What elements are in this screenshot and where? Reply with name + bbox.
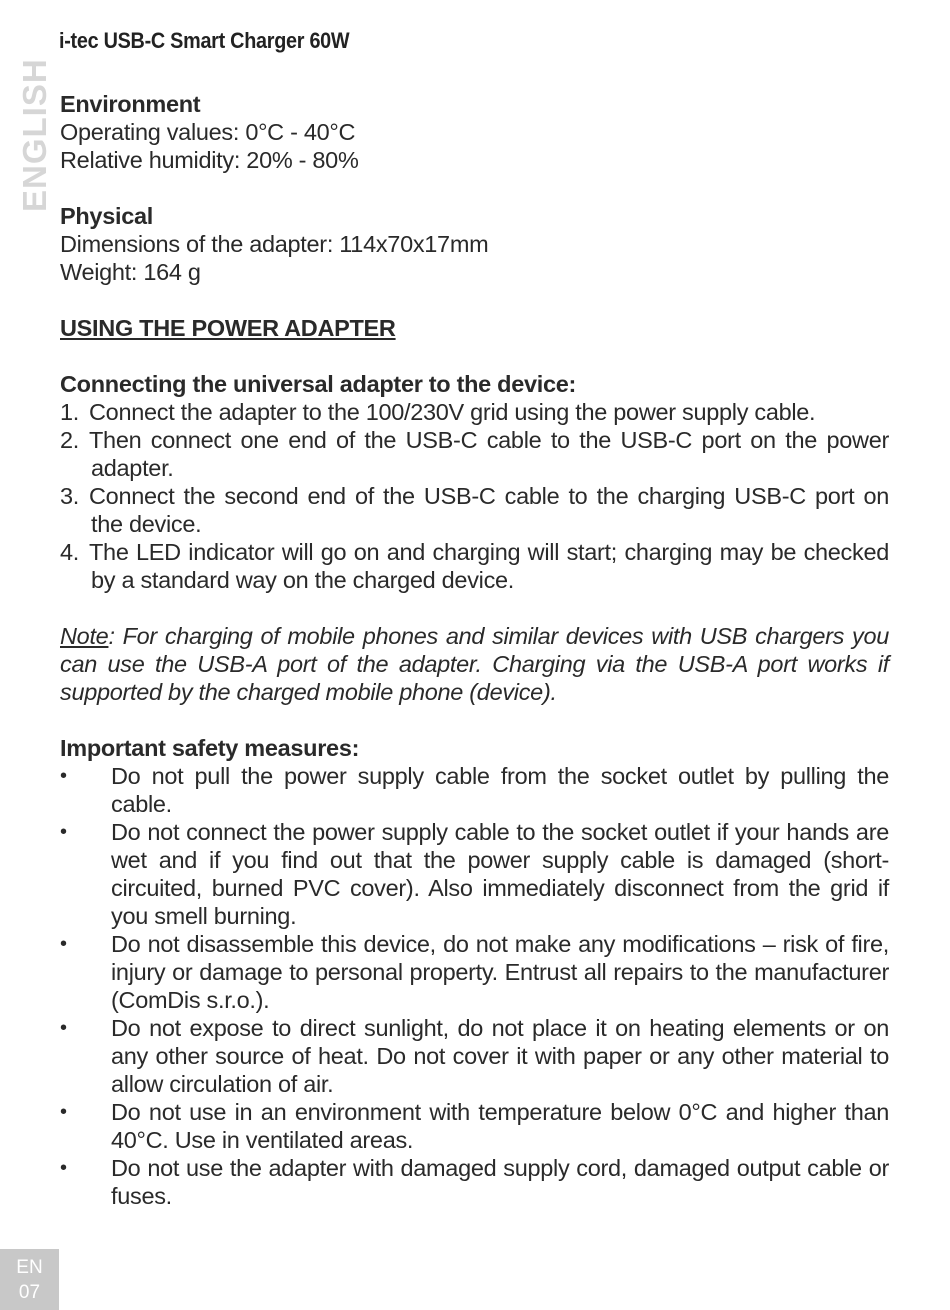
page-number: 07 [18,1282,41,1303]
safety-item-text: Do not pull the power supply cable from the socket outlet by pulling the cable. [111,763,889,817]
page-number-box [0,1249,59,1310]
operating-values-line: Operating values: 0°C - 40°C [60,119,356,145]
step-text: The LED indicator will go on and charging will start; charging may be checked by a standard way on the charged device. [89,539,889,593]
bullet-icon: • [60,1157,67,1179]
safety-item-text: Do not use the adapter with damaged supply cord, damaged output cable or fuses. [111,1155,889,1209]
safety-item-text: Do not use in an environment with temperature below 0°C and higher than 40°C. Use in ventilated areas. [111,1099,889,1153]
safety-measures-list [60,762,889,1210]
document-title: i-tec USB-C Smart Charger 60W [59,28,350,53]
physical-heading: Physical [60,203,153,229]
bullet-icon: • [60,933,67,955]
safety-item-text: Do not connect the power supply cable to the socket outlet if your hands are wet and if you find out that the power supply cable is damaged (short-circuited, burned PVC cover). Also immediately disconnect from the grid if you smell burning. [111,819,889,929]
note-label: Note [60,623,109,649]
list-item [60,762,889,818]
bullet-icon: • [60,821,67,843]
step-text: Connect the second end of the USB-C cable to the charging USB-C port on the device. [89,483,889,537]
bullet-icon: • [60,1101,67,1123]
list-item [60,818,889,930]
note-text: : For charging of mobile phones and similar devices with USB chargers you can use the USB-A port of the adapter. Charging via the USB-A port works if supported by the charged mobile phone (device). [60,623,889,705]
step-number: 3. [60,483,79,509]
dimensions-line: Dimensions of the adapter: 114x70x17mm [60,231,489,257]
page-content [60,90,889,1210]
step-text: Connect the adapter to the 100/230V grid using the power supply cable. [89,399,816,425]
weight-line: Weight: 164 g [60,259,201,285]
bullet-icon: • [60,765,67,787]
section-heading: USING THE POWER ADAPTER [60,315,396,341]
language-code: EN [16,1257,43,1278]
language-side-tab: ENGLISH [16,58,53,212]
list-item [60,538,889,594]
environment-heading: Environment [60,91,201,117]
relative-humidity-line: Relative humidity: 20% - 80% [60,147,359,173]
step-text: Then connect one end of the USB-C cable to the USB-C port on the power adapter. [89,427,889,481]
list-item [60,426,889,482]
list-item [60,482,889,538]
bullet-icon: • [60,1017,67,1039]
list-item [60,1098,889,1154]
safety-item-text: Do not expose to direct sunlight, do not place it on heating elements or on any other source of heat. Do not cover it with paper or any other material to allow circulation of air. [111,1015,889,1097]
list-item [60,930,889,1014]
connecting-heading: Connecting the universal adapter to the device: [60,371,577,397]
step-number: 2. [60,427,79,453]
list-item [60,1014,889,1098]
safety-item-text: Do not disassemble this device, do not make any modifications – risk of fire, injury or damage to personal property. Entrust all repairs to the manufacturer (ComDis s.r.o.). [111,931,889,1013]
step-number: 1. [60,399,79,425]
step-number: 4. [60,539,79,565]
connection-steps-list [60,398,889,594]
list-item [60,398,889,426]
list-item [60,1154,889,1210]
usb-a-note [60,622,889,706]
safety-heading: Important safety measures: [60,735,360,761]
